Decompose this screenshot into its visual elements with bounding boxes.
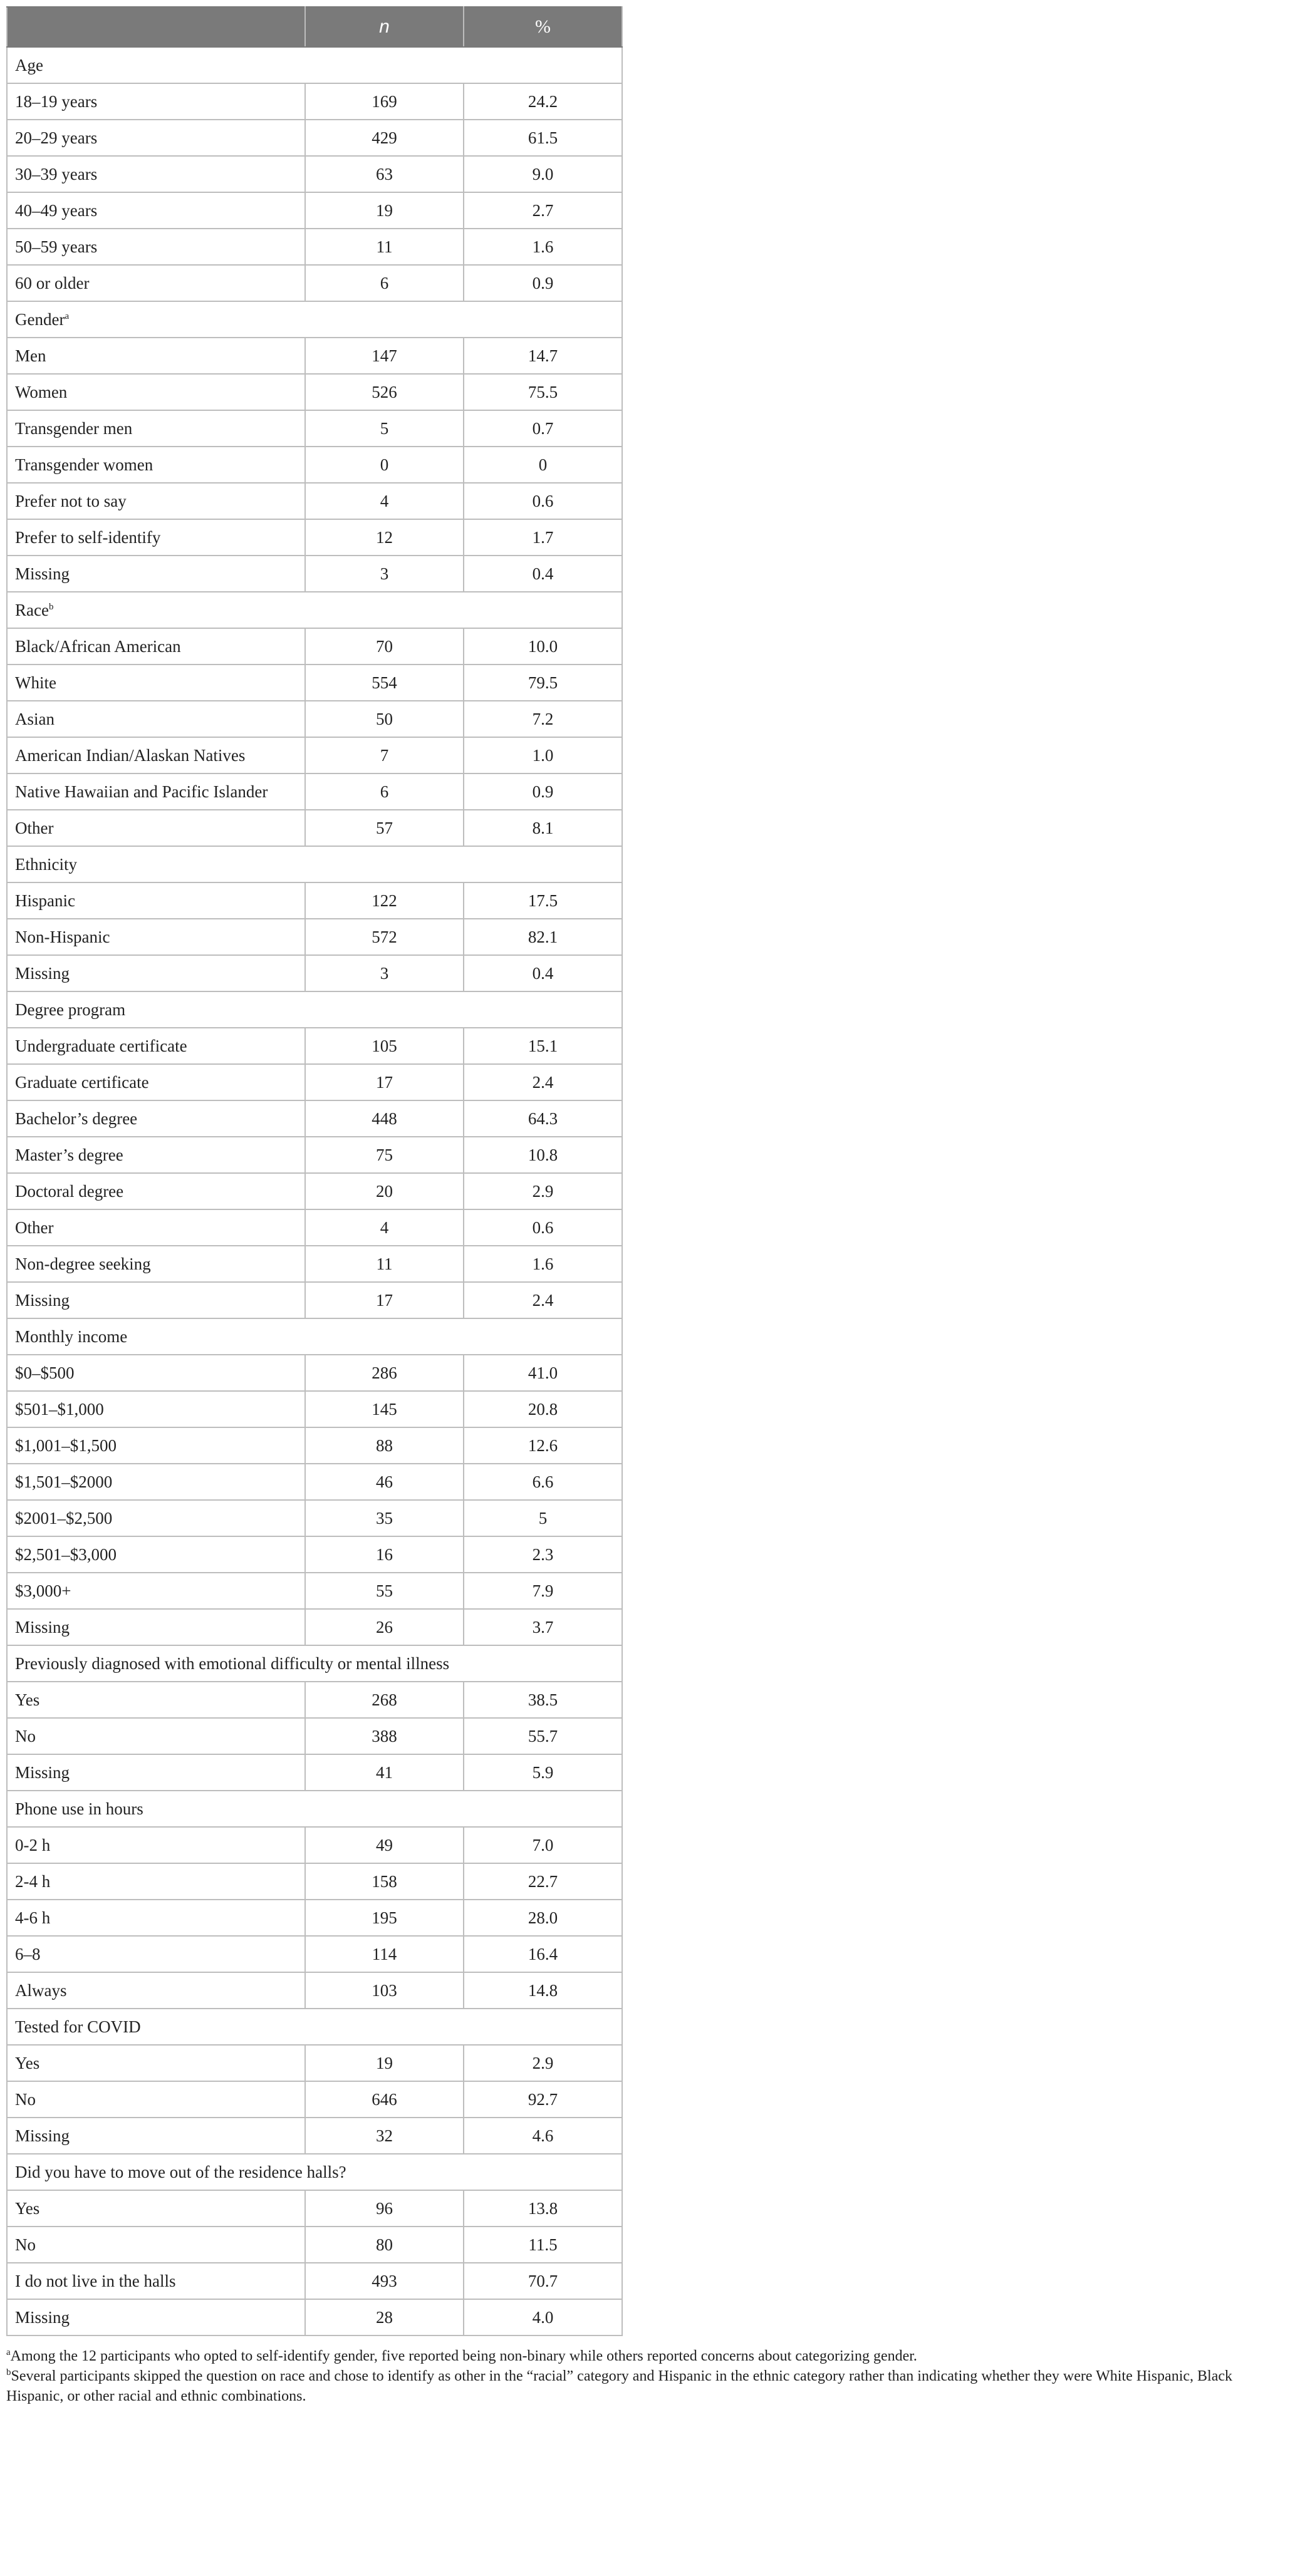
row-label: 2-4 h xyxy=(7,1863,305,1900)
row-n: 88 xyxy=(305,1427,464,1464)
row-label: 20–29 years xyxy=(7,120,305,156)
table-row xyxy=(7,1609,622,1645)
row-n: 429 xyxy=(305,120,464,156)
table-row xyxy=(7,1972,622,2009)
row-n: 572 xyxy=(305,919,464,955)
footnote-marker: a xyxy=(65,311,70,321)
row-label: 40–49 years xyxy=(7,192,305,229)
row-n: 554 xyxy=(305,665,464,701)
row-pct: 24.2 xyxy=(464,83,622,120)
row-label: Prefer to self-identify xyxy=(7,519,305,556)
section-title xyxy=(7,592,622,628)
section-title xyxy=(7,991,622,1028)
table-row xyxy=(7,1355,622,1391)
row-pct: 15.1 xyxy=(464,1028,622,1064)
row-pct: 41.0 xyxy=(464,1355,622,1391)
table-row xyxy=(7,955,622,991)
row-n: 268 xyxy=(305,1682,464,1718)
row-n: 50 xyxy=(305,701,464,737)
section-title-text: Age xyxy=(15,56,43,75)
row-n: 28 xyxy=(305,2299,464,2335)
table-row xyxy=(7,1863,622,1900)
table-row xyxy=(7,1936,622,1972)
row-label: I do not live in the halls xyxy=(7,2263,305,2299)
section-row xyxy=(7,1645,622,1682)
row-label: 30–39 years xyxy=(7,156,305,192)
row-label: $0–$500 xyxy=(7,1355,305,1391)
row-label: $501–$1,000 xyxy=(7,1391,305,1427)
footnote-marker: b xyxy=(48,602,54,612)
row-n: 158 xyxy=(305,1863,464,1900)
table-row xyxy=(7,1754,622,1791)
row-label: Graduate certificate xyxy=(7,1064,305,1100)
row-pct: 0.7 xyxy=(464,410,622,447)
row-n: 145 xyxy=(305,1391,464,1427)
row-label: Women xyxy=(7,374,305,410)
section-title xyxy=(7,1318,622,1355)
table-row xyxy=(7,1064,622,1100)
table-row xyxy=(7,1137,622,1173)
table-row xyxy=(7,1100,622,1137)
table-row xyxy=(7,1827,622,1863)
row-pct: 55.7 xyxy=(464,1718,622,1754)
row-pct: 79.5 xyxy=(464,665,622,701)
section-row xyxy=(7,1318,622,1355)
row-label: Always xyxy=(7,1972,305,2009)
row-label: Other xyxy=(7,810,305,846)
row-pct: 2.7 xyxy=(464,192,622,229)
row-label: Undergraduate certificate xyxy=(7,1028,305,1064)
row-n: 49 xyxy=(305,1827,464,1863)
row-pct: 64.3 xyxy=(464,1100,622,1137)
row-n: 7 xyxy=(305,737,464,773)
row-pct: 1.7 xyxy=(464,519,622,556)
section-row xyxy=(7,2154,622,2190)
row-pct: 0 xyxy=(464,447,622,483)
row-label: Transgender women xyxy=(7,447,305,483)
row-pct: 5 xyxy=(464,1500,622,1536)
row-n: 17 xyxy=(305,1282,464,1318)
table-row xyxy=(7,1173,622,1209)
row-label: Asian xyxy=(7,701,305,737)
footnote-marker: b xyxy=(6,2367,11,2377)
row-n: 388 xyxy=(305,1718,464,1754)
row-n: 0 xyxy=(305,447,464,483)
section-title xyxy=(7,846,622,882)
row-pct: 4.0 xyxy=(464,2299,622,2335)
row-pct: 0.6 xyxy=(464,483,622,519)
row-pct: 2.9 xyxy=(464,2045,622,2081)
row-pct: 0.9 xyxy=(464,773,622,810)
row-n: 75 xyxy=(305,1137,464,1173)
table-row xyxy=(7,1718,622,1754)
row-label: 0-2 h xyxy=(7,1827,305,1863)
row-n: 19 xyxy=(305,2045,464,2081)
footnote xyxy=(6,2346,1272,2366)
row-label: $1,501–$2000 xyxy=(7,1464,305,1500)
footnote-text: Several participants skipped the question on race and chose to identify as other in the “racial” category and Hispanic in the ethnic category rather than indicating whether they were White Hispanic, Black Hispanic, or other racial and ethnic combinations. xyxy=(6,2368,1233,2404)
row-n: 6 xyxy=(305,773,464,810)
row-n: 448 xyxy=(305,1100,464,1137)
row-label: Missing xyxy=(7,1754,305,1791)
row-label: 50–59 years xyxy=(7,229,305,265)
table-row xyxy=(7,1500,622,1536)
row-pct: 2.9 xyxy=(464,1173,622,1209)
table-header-row xyxy=(7,7,622,47)
row-pct: 82.1 xyxy=(464,919,622,955)
section-title-text: Race xyxy=(15,601,49,619)
demographics-table-container xyxy=(6,6,1233,2406)
row-n: 11 xyxy=(305,229,464,265)
table-row xyxy=(7,665,622,701)
row-n: 41 xyxy=(305,1754,464,1791)
table-row xyxy=(7,338,622,374)
footnote-marker: a xyxy=(6,2347,11,2357)
row-pct: 0.6 xyxy=(464,1209,622,1246)
table-row xyxy=(7,1573,622,1609)
row-pct: 2.3 xyxy=(464,1536,622,1573)
row-pct: 6.6 xyxy=(464,1464,622,1500)
row-n: 169 xyxy=(305,83,464,120)
table-row xyxy=(7,919,622,955)
row-n: 70 xyxy=(305,628,464,665)
row-n: 16 xyxy=(305,1536,464,1573)
section-title-text: Gender xyxy=(15,310,65,329)
table-row xyxy=(7,1282,622,1318)
row-label: Yes xyxy=(7,2190,305,2227)
row-pct: 20.8 xyxy=(464,1391,622,1427)
section-row xyxy=(7,1791,622,1827)
table-row xyxy=(7,265,622,301)
row-label: Non-degree seeking xyxy=(7,1246,305,1282)
table-row xyxy=(7,2263,622,2299)
row-label: $2,501–$3,000 xyxy=(7,1536,305,1573)
row-n: 63 xyxy=(305,156,464,192)
section-title xyxy=(7,301,622,338)
table-row xyxy=(7,1246,622,1282)
section-row xyxy=(7,991,622,1028)
row-label: 60 or older xyxy=(7,265,305,301)
table-row xyxy=(7,773,622,810)
row-n: 122 xyxy=(305,882,464,919)
row-n: 3 xyxy=(305,955,464,991)
row-pct: 14.7 xyxy=(464,338,622,374)
row-label: Missing xyxy=(7,1282,305,1318)
table-row xyxy=(7,628,622,665)
section-title-text: Ethnicity xyxy=(15,855,77,874)
section-title-text: Did you have to move out of the residence halls? xyxy=(15,2163,346,2181)
table-row xyxy=(7,1209,622,1246)
row-pct: 92.7 xyxy=(464,2081,622,2118)
row-n: 57 xyxy=(305,810,464,846)
table-row xyxy=(7,374,622,410)
section-title-text: Phone use in hours xyxy=(15,1799,143,1818)
row-n: 17 xyxy=(305,1064,464,1100)
row-n: 46 xyxy=(305,1464,464,1500)
row-pct: 22.7 xyxy=(464,1863,622,1900)
row-pct: 70.7 xyxy=(464,2263,622,2299)
row-n: 3 xyxy=(305,556,464,592)
row-pct: 2.4 xyxy=(464,1064,622,1100)
section-row xyxy=(7,301,622,338)
table-row xyxy=(7,483,622,519)
table-row xyxy=(7,120,622,156)
row-label: Doctoral degree xyxy=(7,1173,305,1209)
row-n: 4 xyxy=(305,1209,464,1246)
row-pct: 75.5 xyxy=(464,374,622,410)
row-label: $3,000+ xyxy=(7,1573,305,1609)
row-n: 103 xyxy=(305,1972,464,2009)
row-pct: 10.0 xyxy=(464,628,622,665)
table-row xyxy=(7,556,622,592)
table-row xyxy=(7,229,622,265)
section-title-text: Degree program xyxy=(15,1000,126,1019)
row-n: 96 xyxy=(305,2190,464,2227)
row-label: $2001–$2,500 xyxy=(7,1500,305,1536)
row-label: Missing xyxy=(7,955,305,991)
table-row xyxy=(7,737,622,773)
row-pct: 8.1 xyxy=(464,810,622,846)
row-n: 6 xyxy=(305,265,464,301)
table-row xyxy=(7,2190,622,2227)
header-label-cell xyxy=(7,7,305,47)
row-label: White xyxy=(7,665,305,701)
row-n: 5 xyxy=(305,410,464,447)
table-row xyxy=(7,2227,622,2263)
header-n-cell: n xyxy=(305,7,464,47)
row-n: 26 xyxy=(305,1609,464,1645)
row-pct: 2.4 xyxy=(464,1282,622,1318)
row-label: Men xyxy=(7,338,305,374)
table-row xyxy=(7,1900,622,1936)
row-n: 646 xyxy=(305,2081,464,2118)
section-title xyxy=(7,1791,622,1827)
table-row xyxy=(7,156,622,192)
row-label: Missing xyxy=(7,2118,305,2154)
row-pct: 7.0 xyxy=(464,1827,622,1863)
footnote-text: Among the 12 participants who opted to self-identify gender, five reported being non-binary while others reported concerns about categorizing gender. xyxy=(10,2348,917,2364)
table-row xyxy=(7,701,622,737)
table-row xyxy=(7,83,622,120)
table-row xyxy=(7,1682,622,1718)
section-title-text: Previously diagnosed with emotional difficulty or mental illness xyxy=(15,1654,450,1673)
section-row xyxy=(7,592,622,628)
row-label: No xyxy=(7,1718,305,1754)
row-pct: 13.8 xyxy=(464,2190,622,2227)
row-pct: 16.4 xyxy=(464,1936,622,1972)
row-n: 105 xyxy=(305,1028,464,1064)
row-n: 195 xyxy=(305,1900,464,1936)
row-pct: 38.5 xyxy=(464,1682,622,1718)
row-pct: 1.6 xyxy=(464,229,622,265)
row-pct: 0.4 xyxy=(464,556,622,592)
row-n: 35 xyxy=(305,1500,464,1536)
row-label: 4-6 h xyxy=(7,1900,305,1936)
row-n: 11 xyxy=(305,1246,464,1282)
section-title xyxy=(7,47,622,83)
row-n: 286 xyxy=(305,1355,464,1391)
row-pct: 1.6 xyxy=(464,1246,622,1282)
row-label: Missing xyxy=(7,556,305,592)
table-row xyxy=(7,1427,622,1464)
row-label: Bachelor’s degree xyxy=(7,1100,305,1137)
table-row xyxy=(7,1464,622,1500)
row-n: 526 xyxy=(305,374,464,410)
section-row xyxy=(7,2009,622,2045)
section-title xyxy=(7,2154,622,2190)
row-pct: 14.8 xyxy=(464,1972,622,2009)
table-row xyxy=(7,2081,622,2118)
row-pct: 61.5 xyxy=(464,120,622,156)
row-label: 18–19 years xyxy=(7,83,305,120)
table-row xyxy=(7,192,622,229)
row-label: Native Hawaiian and Pacific Islander xyxy=(7,773,305,810)
row-pct: 1.0 xyxy=(464,737,622,773)
row-label: 6–8 xyxy=(7,1936,305,1972)
row-label: Yes xyxy=(7,2045,305,2081)
row-pct: 12.6 xyxy=(464,1427,622,1464)
section-row xyxy=(7,846,622,882)
table-row xyxy=(7,410,622,447)
row-pct: 7.2 xyxy=(464,701,622,737)
section-title-text: Tested for COVID xyxy=(15,2017,141,2036)
row-label: $1,001–$1,500 xyxy=(7,1427,305,1464)
row-label: Master’s degree xyxy=(7,1137,305,1173)
row-pct: 5.9 xyxy=(464,1754,622,1791)
row-pct: 11.5 xyxy=(464,2227,622,2263)
row-label: No xyxy=(7,2081,305,2118)
section-title xyxy=(7,1645,622,1682)
row-n: 80 xyxy=(305,2227,464,2263)
row-n: 114 xyxy=(305,1936,464,1972)
row-pct: 28.0 xyxy=(464,1900,622,1936)
row-label: Hispanic xyxy=(7,882,305,919)
row-label: Black/African American xyxy=(7,628,305,665)
section-title xyxy=(7,2009,622,2045)
row-label: No xyxy=(7,2227,305,2263)
row-pct: 4.6 xyxy=(464,2118,622,2154)
row-label: Yes xyxy=(7,1682,305,1718)
section-title-text: Monthly income xyxy=(15,1327,128,1346)
table-footnotes xyxy=(6,2346,1272,2406)
row-label: Prefer not to say xyxy=(7,483,305,519)
row-n: 493 xyxy=(305,2263,464,2299)
row-pct: 17.5 xyxy=(464,882,622,919)
row-label: Missing xyxy=(7,2299,305,2335)
row-pct: 7.9 xyxy=(464,1573,622,1609)
row-label: Transgender men xyxy=(7,410,305,447)
row-pct: 0.4 xyxy=(464,955,622,991)
row-label: Non-Hispanic xyxy=(7,919,305,955)
row-n: 55 xyxy=(305,1573,464,1609)
row-n: 19 xyxy=(305,192,464,229)
table-row xyxy=(7,882,622,919)
table-row xyxy=(7,2045,622,2081)
table-row xyxy=(7,519,622,556)
header-pct-cell: % xyxy=(464,7,622,47)
row-pct: 0.9 xyxy=(464,265,622,301)
row-n: 20 xyxy=(305,1173,464,1209)
row-label: Other xyxy=(7,1209,305,1246)
table-body xyxy=(7,47,622,2335)
row-pct: 3.7 xyxy=(464,1609,622,1645)
row-pct: 9.0 xyxy=(464,156,622,192)
table-row xyxy=(7,1391,622,1427)
section-row xyxy=(7,47,622,83)
table-row xyxy=(7,1028,622,1064)
table-row xyxy=(7,2118,622,2154)
row-n: 4 xyxy=(305,483,464,519)
row-pct: 10.8 xyxy=(464,1137,622,1173)
table-row xyxy=(7,810,622,846)
row-n: 12 xyxy=(305,519,464,556)
row-n: 32 xyxy=(305,2118,464,2154)
table-row xyxy=(7,447,622,483)
row-label: Missing xyxy=(7,1609,305,1645)
row-label: American Indian/Alaskan Natives xyxy=(7,737,305,773)
demographics-table xyxy=(6,6,623,2336)
row-n: 147 xyxy=(305,338,464,374)
footnote xyxy=(6,2366,1272,2406)
table-row xyxy=(7,1536,622,1573)
table-row xyxy=(7,2299,622,2335)
